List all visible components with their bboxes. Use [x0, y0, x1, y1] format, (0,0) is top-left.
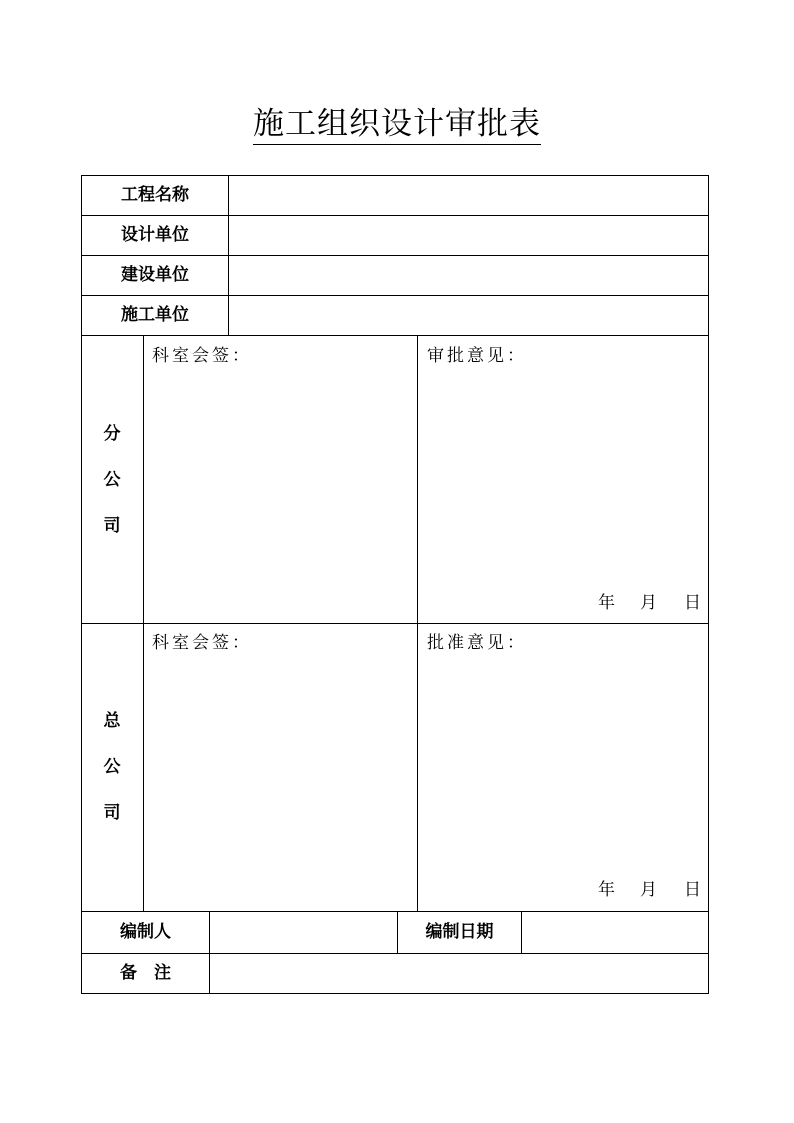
- head-office-date-day: 日: [684, 880, 701, 900]
- compiler-label: 编制人: [120, 922, 171, 942]
- construction-owner-label: 建设单位: [121, 265, 189, 285]
- head-office-date-year: 年: [598, 880, 615, 900]
- remarks-field[interactable]: [210, 954, 708, 993]
- contractor-field[interactable]: [229, 296, 708, 335]
- head-office-dept-sign-field[interactable]: [144, 624, 417, 911]
- branch-date-month: 月: [640, 593, 657, 613]
- head-office-label-char: 司: [103, 803, 121, 823]
- branch-opinion-field[interactable]: [418, 336, 708, 623]
- branch-dept-sign-field[interactable]: [144, 336, 417, 623]
- branch-label-char: 司: [103, 516, 121, 536]
- project-name-field[interactable]: [229, 176, 708, 215]
- contractor-label: 施工单位: [121, 305, 189, 325]
- design-unit-field[interactable]: [229, 216, 708, 255]
- head-office-date-month: 月: [640, 880, 657, 900]
- design-unit-label: 设计单位: [121, 225, 189, 245]
- branch-dept-sign-label: 科室会签：: [152, 346, 252, 366]
- branch-label-char: 分: [103, 424, 121, 444]
- remarks-label: 备 注: [120, 963, 171, 983]
- compiler-field[interactable]: [210, 912, 397, 953]
- form-title-text: 施工组织设计审批表: [253, 106, 541, 145]
- head-office-label-char: 公: [103, 757, 121, 777]
- branch-date-year: 年: [598, 593, 615, 613]
- head-office-label-char: 总: [103, 711, 121, 731]
- branch-label-char: 公: [103, 470, 121, 490]
- branch-date-day: 日: [684, 593, 701, 613]
- project-name-label: 工程名称: [121, 185, 189, 205]
- construction-owner-field[interactable]: [229, 256, 708, 295]
- form-title: [0, 98, 794, 143]
- head-office-opinion-field[interactable]: [418, 624, 708, 911]
- branch-opinion-label: 审批意见：: [427, 346, 527, 366]
- head-office-opinion-label: 批准意见：: [427, 633, 527, 653]
- head-office-dept-sign-label: 科室会签：: [152, 633, 252, 653]
- compile-date-field[interactable]: [522, 912, 708, 953]
- compile-date-label: 编制日期: [425, 922, 494, 942]
